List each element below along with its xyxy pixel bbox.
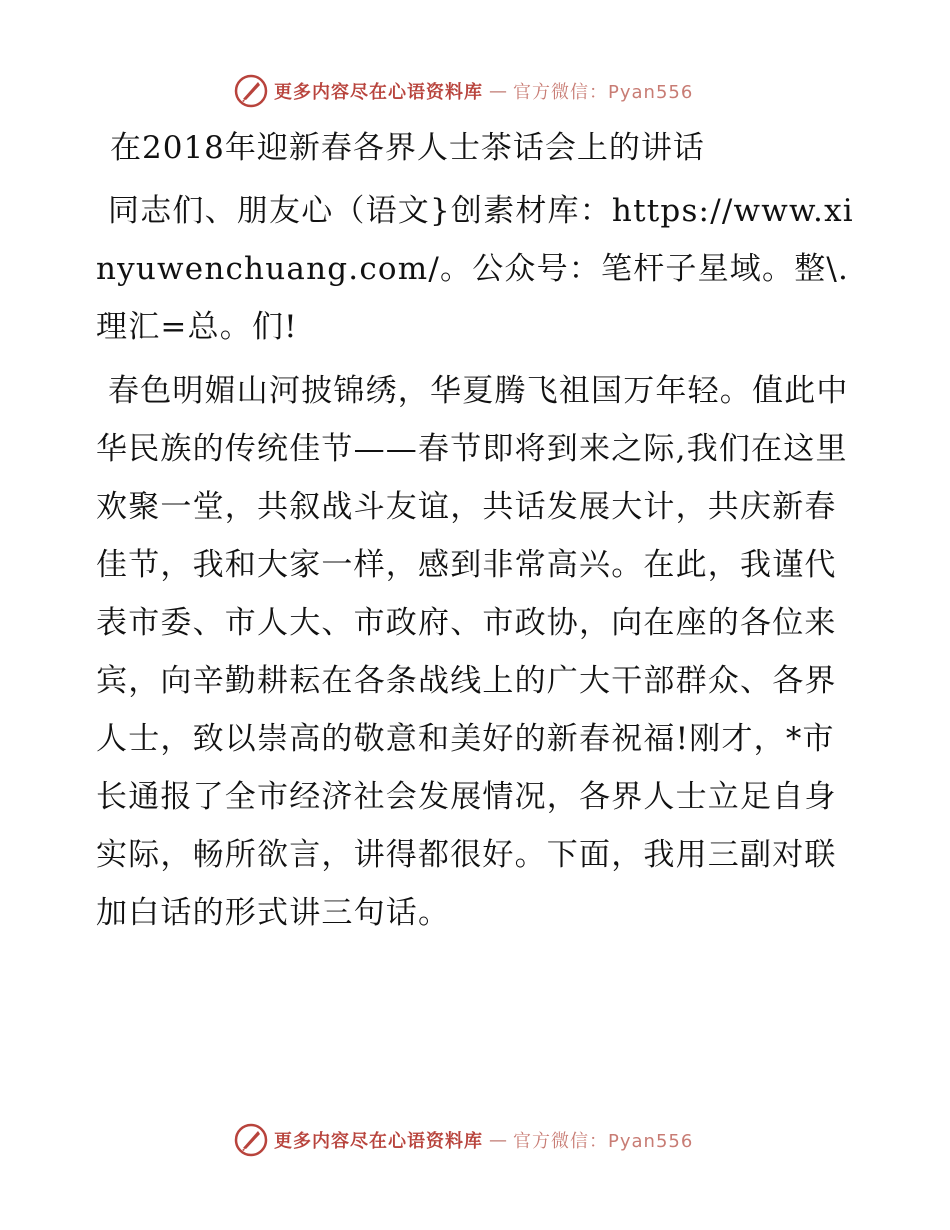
watermark-contact-text: 官方微信：Pyan556 <box>513 82 694 103</box>
document-body <box>96 122 856 948</box>
watermark-separator: — <box>489 1129 507 1151</box>
footer-watermark <box>234 1121 693 1159</box>
quill-logo-icon <box>234 74 268 108</box>
watermark-main-text: 更多内容尽在心语资料库 <box>274 1131 483 1152</box>
document-title: 在2018年迎新春各界人士茶话会上的讲话 <box>110 130 705 166</box>
watermark-contact-text: 官方微信：Pyan556 <box>513 1131 694 1152</box>
paragraph-greeting: 同志们、朋友心（语文}创素材库：https://www.xinyuwenchuang.com/。公众号：笔杆子星域。整\.理汇=总。们! <box>96 193 854 345</box>
watermark-main-text: 更多内容尽在心语资料库 <box>274 82 483 103</box>
watermark-separator: — <box>489 80 507 102</box>
paragraph-opening: 春色明媚山河披锦绣，华夏腾飞祖国万年轻。值此中华民族的传统佳节——春节即将到来之际,我们在这里欢聚一堂，共叙战斗友谊，共话发展大计，共庆新春佳节，我和大家一样，感到非常高兴。在此，我谨代表市委、市人大、市政府、市政协，向在座的各位来宾，向辛勤耕耘在各条战线上的广大干部群众、各界人士，致以崇高的敬意和美好的新春祝福!刚才，*市长通报了全市经济社会发展情况，各界人士立足自身实际，畅所欲言，讲得都很好。下面，我用三副对联加白话的形式讲三句话。 <box>96 373 849 931</box>
quill-logo-icon <box>234 1123 268 1157</box>
header-watermark <box>234 72 693 110</box>
